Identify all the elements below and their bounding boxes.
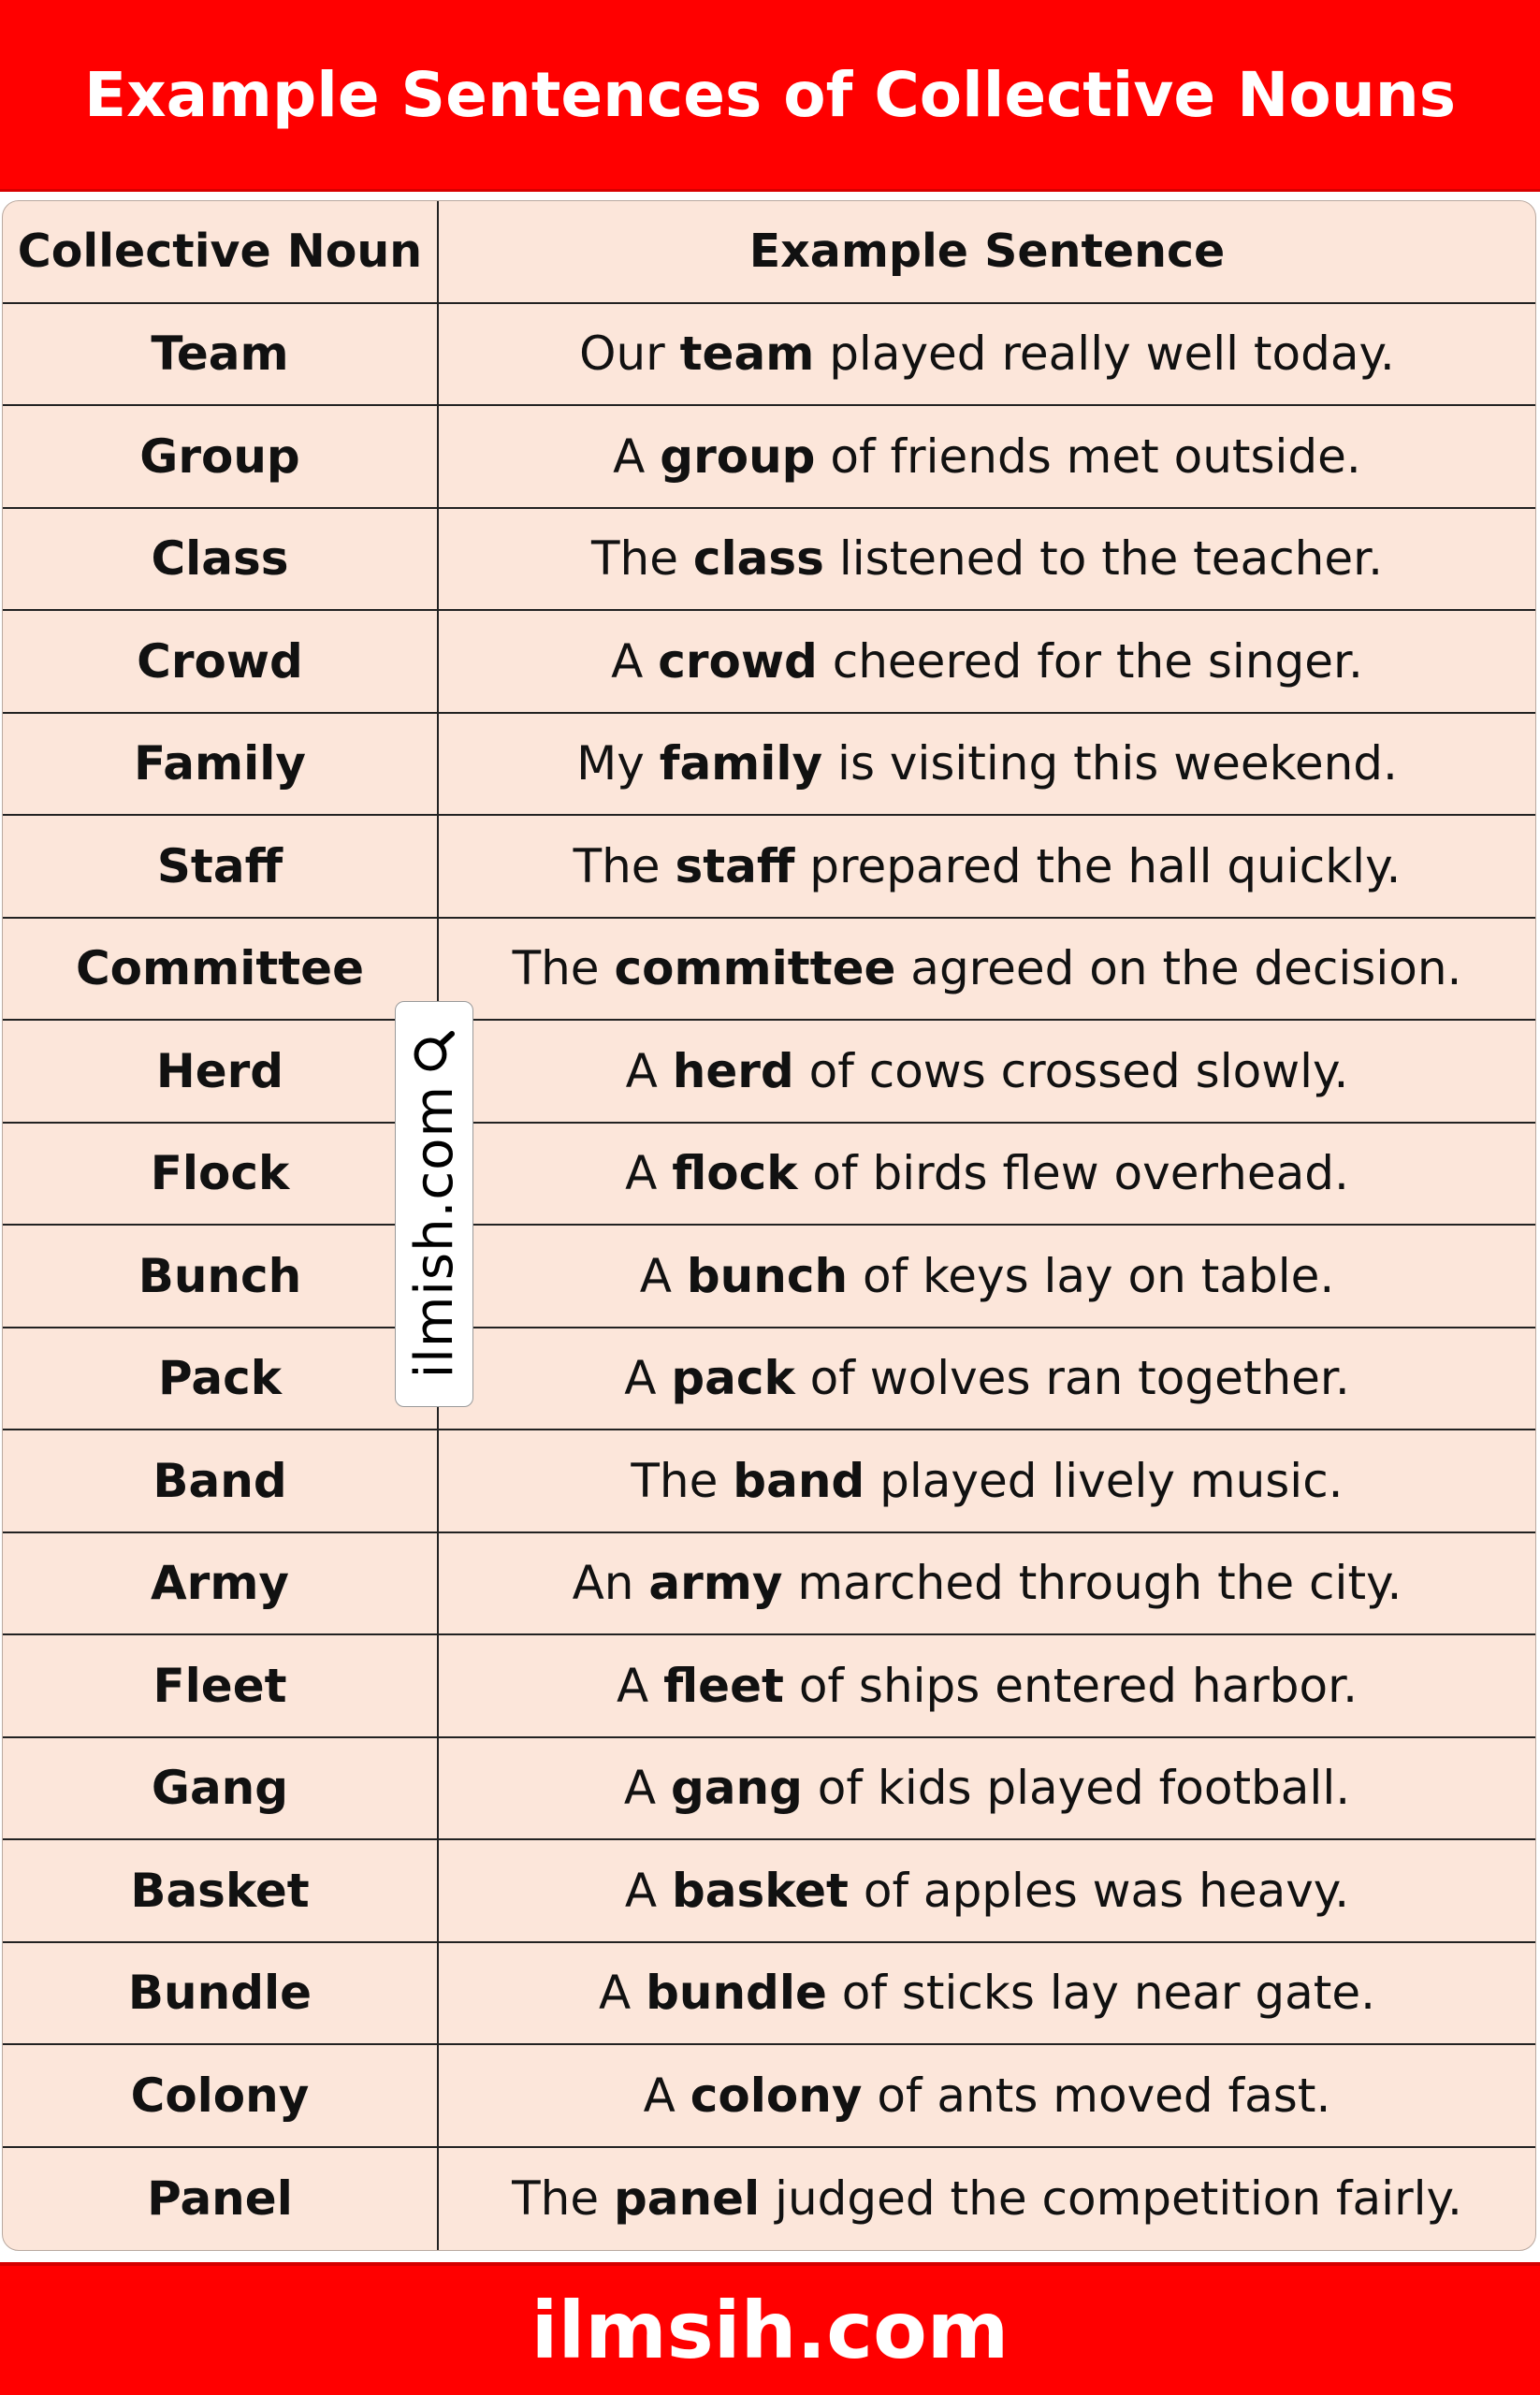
table-row [3, 1124, 1535, 1227]
collective-noun-cell: Fleet [3, 1635, 439, 1736]
sentence-suffix: marched through the city. [782, 1556, 1402, 1611]
sentence-keyword: flock [672, 1146, 798, 1201]
collective-noun-cell: Committee [3, 919, 439, 1020]
example-sentence-cell [439, 406, 1535, 507]
collective-nouns-table [2, 200, 1536, 2251]
example-sentence-cell [439, 2148, 1535, 2251]
sentence-suffix: of friends met outside. [815, 428, 1361, 484]
sentence-suffix: played lively music. [864, 1453, 1344, 1508]
sentence-keyword: team [679, 327, 815, 382]
collective-noun-cell: Herd [3, 1021, 439, 1122]
table-row [3, 816, 1535, 919]
sentence-keyword: panel [614, 2171, 761, 2227]
sentence-suffix: of birds flew overhead. [797, 1146, 1349, 1201]
sentence-prefix: The [512, 941, 615, 996]
sentence-suffix: of wolves ran together. [794, 1351, 1350, 1406]
sentence-suffix: listened to the teacher. [823, 531, 1383, 587]
magnifier-icon [411, 1029, 458, 1076]
column-header-collective-noun: Collective Noun [3, 201, 439, 302]
sentence-prefix: The [512, 2171, 614, 2227]
collective-noun-cell: Class [3, 509, 439, 610]
sentence-suffix: of ships entered harbor. [783, 1658, 1358, 1713]
sentence-keyword: family [659, 736, 823, 791]
sentence-suffix: of apples was heavy. [848, 1863, 1350, 1918]
sentence-keyword: group [660, 428, 816, 484]
collective-noun-cell: Band [3, 1430, 439, 1531]
collective-noun-cell: Crowd [3, 611, 439, 712]
footer-site-name: ilmsih.com [530, 2285, 1010, 2376]
table-row [3, 1226, 1535, 1328]
collective-noun-cell: Colony [3, 2045, 439, 2146]
sentence-prefix: An [572, 1556, 649, 1611]
collective-noun-cell: Bunch [3, 1226, 439, 1327]
collective-noun-cell: Bundle [3, 1943, 439, 2044]
table-row [3, 1021, 1535, 1124]
example-sentence-cell [439, 714, 1535, 815]
sentence-prefix: A [625, 1043, 673, 1098]
table-header-row [3, 201, 1535, 304]
sentence-keyword: bunch [686, 1248, 849, 1303]
table-row [3, 1328, 1535, 1431]
collective-noun-cell: Gang [3, 1738, 439, 1839]
example-sentence-cell [439, 611, 1535, 712]
example-sentence-cell [439, 304, 1535, 405]
example-sentence-cell [439, 1430, 1535, 1531]
example-sentence-cell [439, 816, 1535, 917]
sentence-prefix: A [624, 1351, 672, 1406]
sentence-keyword: fleet [663, 1658, 784, 1713]
sentence-suffix: agreed on the decision. [895, 941, 1462, 996]
sentence-suffix: of sticks lay near gate. [826, 1966, 1376, 2021]
table-row [3, 304, 1535, 407]
sentence-prefix: Our [579, 327, 680, 382]
sentence-keyword: class [692, 531, 824, 587]
sentence-keyword: band [733, 1453, 865, 1508]
sentence-prefix: A [611, 633, 659, 689]
table-row [3, 509, 1535, 612]
example-sentence-cell [439, 1226, 1535, 1327]
sentence-keyword: army [648, 1556, 783, 1611]
example-sentence-cell [439, 1124, 1535, 1225]
table-row [3, 2148, 1535, 2251]
table-row [3, 1943, 1535, 2046]
collective-noun-cell: Flock [3, 1124, 439, 1225]
sentence-suffix: of ants moved fast. [862, 2068, 1331, 2123]
sentence-suffix: judged the competition fairly. [760, 2171, 1462, 2227]
sentence-keyword: gang [670, 1761, 803, 1816]
sentence-prefix: A [639, 1248, 687, 1303]
example-sentence-cell [439, 1738, 1535, 1839]
sentence-keyword: committee [614, 941, 896, 996]
page-title: Example Sentences of Collective Nouns [83, 58, 1457, 131]
table-row [3, 1840, 1535, 1943]
watermark-text: ilmish.com [403, 1085, 465, 1379]
collective-noun-cell: Panel [3, 2148, 439, 2251]
collective-noun-cell: Family [3, 714, 439, 815]
collective-noun-cell: Staff [3, 816, 439, 917]
table-row [3, 1533, 1535, 1636]
sentence-prefix: A [624, 1863, 672, 1918]
column-header-example-sentence: Example Sentence [748, 225, 1226, 279]
sentence-prefix: A [623, 1761, 671, 1816]
table-row [3, 406, 1535, 509]
sentence-keyword: herd [672, 1043, 794, 1098]
sentence-prefix: A [643, 2068, 690, 2123]
example-sentence-cell [439, 1533, 1535, 1634]
sentence-prefix: The [631, 1453, 734, 1508]
sentence-prefix: A [598, 1966, 647, 2021]
example-sentence-cell [439, 1943, 1535, 2044]
example-sentence-cell [439, 919, 1535, 1020]
table-row [3, 1635, 1535, 1738]
sentence-suffix: is visiting this weekend. [822, 736, 1398, 791]
sentence-suffix: of keys lay on table. [848, 1248, 1335, 1303]
sentence-prefix: A [617, 1658, 664, 1713]
sentence-keyword: basket [671, 1863, 849, 1918]
sentence-prefix: My [576, 736, 660, 791]
sentence-suffix: prepared the hall quickly. [794, 838, 1402, 893]
example-sentence-cell [439, 1635, 1535, 1736]
example-sentence-cell [439, 509, 1535, 610]
sentence-keyword: colony [690, 2068, 863, 2123]
table-body [3, 304, 1535, 2251]
table-row [3, 1738, 1535, 1841]
example-sentence-cell [439, 1328, 1535, 1430]
collective-noun-cell: Army [3, 1533, 439, 1634]
sentence-prefix: A [613, 428, 661, 484]
example-sentence-cell [439, 2045, 1535, 2146]
table-row [3, 2045, 1535, 2148]
sentence-suffix: cheered for the singer. [817, 633, 1363, 689]
sentence-prefix: The [573, 838, 676, 893]
header-banner [0, 0, 1540, 192]
sentence-keyword: staff [675, 838, 795, 893]
example-sentence-cell [439, 1840, 1535, 1941]
sentence-prefix: The [591, 531, 693, 587]
sentence-keyword: crowd [658, 633, 818, 689]
table-row [3, 1430, 1535, 1533]
collective-noun-cell: Pack [3, 1328, 439, 1430]
collective-noun-cell: Group [3, 406, 439, 507]
sentence-suffix: of cows crossed slowly. [793, 1043, 1349, 1098]
sentence-suffix: played really well today. [814, 327, 1395, 382]
table-row [3, 611, 1535, 714]
sentence-keyword: bundle [646, 1966, 827, 2021]
sentence-keyword: pack [671, 1351, 795, 1406]
sentence-suffix: of kids played football. [802, 1761, 1351, 1816]
footer-banner [0, 2262, 1540, 2395]
sentence-prefix: A [625, 1146, 673, 1201]
table-row [3, 919, 1535, 1022]
watermark [395, 1001, 473, 1407]
collective-noun-cell: Basket [3, 1840, 439, 1941]
table-row [3, 714, 1535, 817]
example-sentence-cell [439, 1021, 1535, 1122]
collective-noun-cell: Team [3, 304, 439, 405]
